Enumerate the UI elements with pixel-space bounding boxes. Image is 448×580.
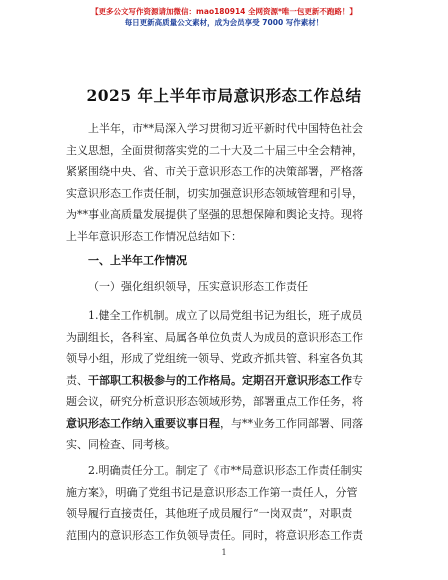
banner-line-2: 每日更新高质量公文素材，成为会员享受 7000 写作素材！	[124, 18, 324, 27]
document-title: 2025 年上半年市局意识形态工作总结	[86, 86, 362, 105]
para-text: ，与	[220, 416, 242, 430]
para-line: 1.健全工作机制。成立了以局党组书记为组长，班子成员	[88, 309, 363, 322]
para-line: 实、同检查、同考核。	[66, 438, 176, 451]
intro-line: 上半年，市**局深入学习贯彻习近平新时代中国特色社会	[88, 122, 363, 135]
intro-line: 实意识形态工作责任制，切实加强意识形态领域管理和引导，	[66, 186, 363, 200]
banner-line-1: 【更多公文写作资源请加微信：mao180914 全网资源*唯一包更新不跑路！】	[91, 7, 357, 16]
para-line: 施方案》，明确了党组书记是意识形态工作第一责任人，分管	[66, 485, 358, 499]
subsection-heading-text: （一）强化组织领导，压实意识形态工作责任	[88, 280, 308, 293]
para-line: 为副组长，各科室、局属各单位负责人为成员的意识形态工作	[66, 330, 363, 344]
para-line: 范围内的意识形态工作负领导责任。同时，将意识形态工作责	[66, 528, 363, 542]
para-text: 责、	[66, 373, 88, 387]
para-bold-text: 意识形态工作纳入重要议事日程	[66, 416, 220, 430]
para-bold-text: 干部职工积极参与的工作格局。定期召开意识形态工作	[88, 373, 352, 387]
intro-line: 紧紧围绕中央、省、市关于意识形态工作的决策部署，严格落	[66, 165, 363, 178]
section-heading	[66, 250, 386, 272]
paragraph-1	[66, 305, 386, 456]
intro-line: 上半年意识形态工作情况总结如下：	[66, 229, 242, 243]
intro-line: 为**事业高质量发展提供了坚强的思想保障和舆论支持。现将	[66, 208, 363, 221]
para-line: 题会议，研究分析意识形态领域形势，部署重点工作任务，将	[66, 395, 363, 408]
para-text: **业务工作同部署、同落	[242, 416, 363, 430]
promo-banner	[0, 6, 448, 28]
para-text: 专	[352, 373, 363, 387]
para-line	[66, 413, 386, 435]
para-line: 领导履行直接责任，其他班子成员履行“一岗双责”，对职责	[66, 507, 353, 520]
paragraph-2	[66, 460, 386, 546]
para-line: 2.明确责任分工。制定了《市**局意识形态工作责任制实	[88, 464, 363, 477]
intro-paragraph	[66, 118, 386, 247]
para-line	[66, 370, 386, 392]
page-number: 1	[221, 548, 227, 557]
para-line: 领导小组，形成了党组统一领导、党政齐抓共管、科室各负其	[66, 352, 363, 365]
subsection-heading	[66, 276, 386, 298]
intro-line: 主义思想，全面贯彻落实党的二十大及二十届三中全会精神，	[66, 143, 363, 157]
section-heading-text: 一、上半年工作情况	[88, 254, 187, 267]
